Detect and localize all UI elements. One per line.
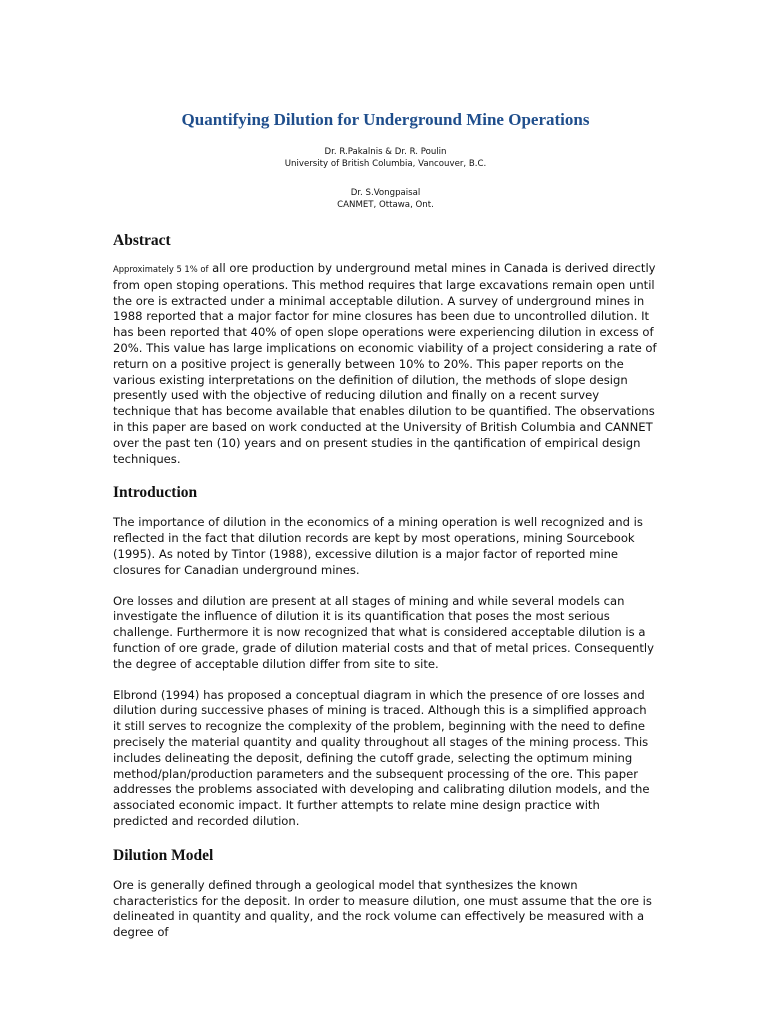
abstract-body-text: all ore production by underground metal mines in Canada is derived directly from open stoping operations. This method requires that large excavations remain open until the ore is extracted under a minimal acceptable dilution. A survey of underground mines in 1988 reported that a major factor for mine closures has been due to uncontrolled dilution. It has been reported that 40% of open slope operations were experiencing dilution in excess of 20%. This value has large implications on economic viability of a project considering a rate of return on a positive project is generally between 10% to 20%. This paper reports on the various existing interpretations on the definition of dilution, the methods of slope design presently used with the objective of reducing dilution and finally on a recent survey technique that has become available that enables dilution to be quantified. The observations in this paper are based on work conducted at the University of British Columbia and CANNET over the past ten (10) years and on present studies in the qantification of empirical design techniques. — [113, 261, 657, 466]
introduction-heading: Introduction — [113, 484, 198, 502]
author-block — [113, 146, 658, 211]
dilution-model-heading: Dilution Model — [113, 846, 214, 864]
author-names-1: Dr. R.Pakalnis & Dr. R. Poulin — [324, 147, 447, 157]
dilution-model-paragraph-1: Ore is generally defined through a geological model that synthesizes the known characteristics for the deposit. In order to measure dilution, one must assume that the ore is delineated in quantity and quality, and the rock volume can effectively be measured with a degree of — [113, 877, 652, 940]
author-affiliation-1: University of British Columbia, Vancouver, B.C. — [284, 159, 487, 169]
abstract-heading: Abstract — [113, 232, 171, 249]
abstract-lead-text: Approximately 5 1% of — [113, 264, 209, 274]
introduction-paragraph-2: Ore losses and dilution are present at all stages of mining and while several models can investigate the influence of dilution it is its quantification that poses the most serious challenge. Furthermore it is now recognized that what is considered acceptable dilution is a function of ore grade, grade of dilution material costs and that of metal prices. Consequently the degree of acceptable dilution differ from site to site. — [113, 593, 654, 671]
introduction-paragraph-3: Elbrond (1994) has proposed a conceptual diagram in which the presence of ore losses and dilution during successive phases of mining is traced. Although this is a simplified approach it still serves to recognize the complexity of the problem, beginning with the need to define precisely the material quantity and quality throughout all stages of the mining process. This includes delineating the deposit, defining the cutoff grade, selecting the optimum mining method/plan/production parameters and the subsequent processing of the ore. This paper addresses the problems associated with developing and calibrating dilution models, and the associated economic impact. It further attempts to relate mine design practice with predicted and recorded dilution. — [113, 687, 650, 828]
author-names-2: Dr. S.Vongpaisal — [350, 188, 421, 198]
author-spacer — [113, 170, 658, 187]
abstract-paragraph — [113, 261, 658, 467]
introduction-paragraph-1: The importance of dilution in the economics of a mining operation is well recognized and is reflected in the fact that dilution records are kept by most operations, mining Sourcebook (1995). As noted by Tintor (1988), excessive dilution is a major factor of reported mine closures for Canadian underground mines. — [113, 515, 643, 577]
paper-title: Quantifying Dilution for Underground Mine Operations — [181, 110, 590, 129]
author-affiliation-2: CANMET, Ottawa, Ont. — [337, 200, 434, 210]
